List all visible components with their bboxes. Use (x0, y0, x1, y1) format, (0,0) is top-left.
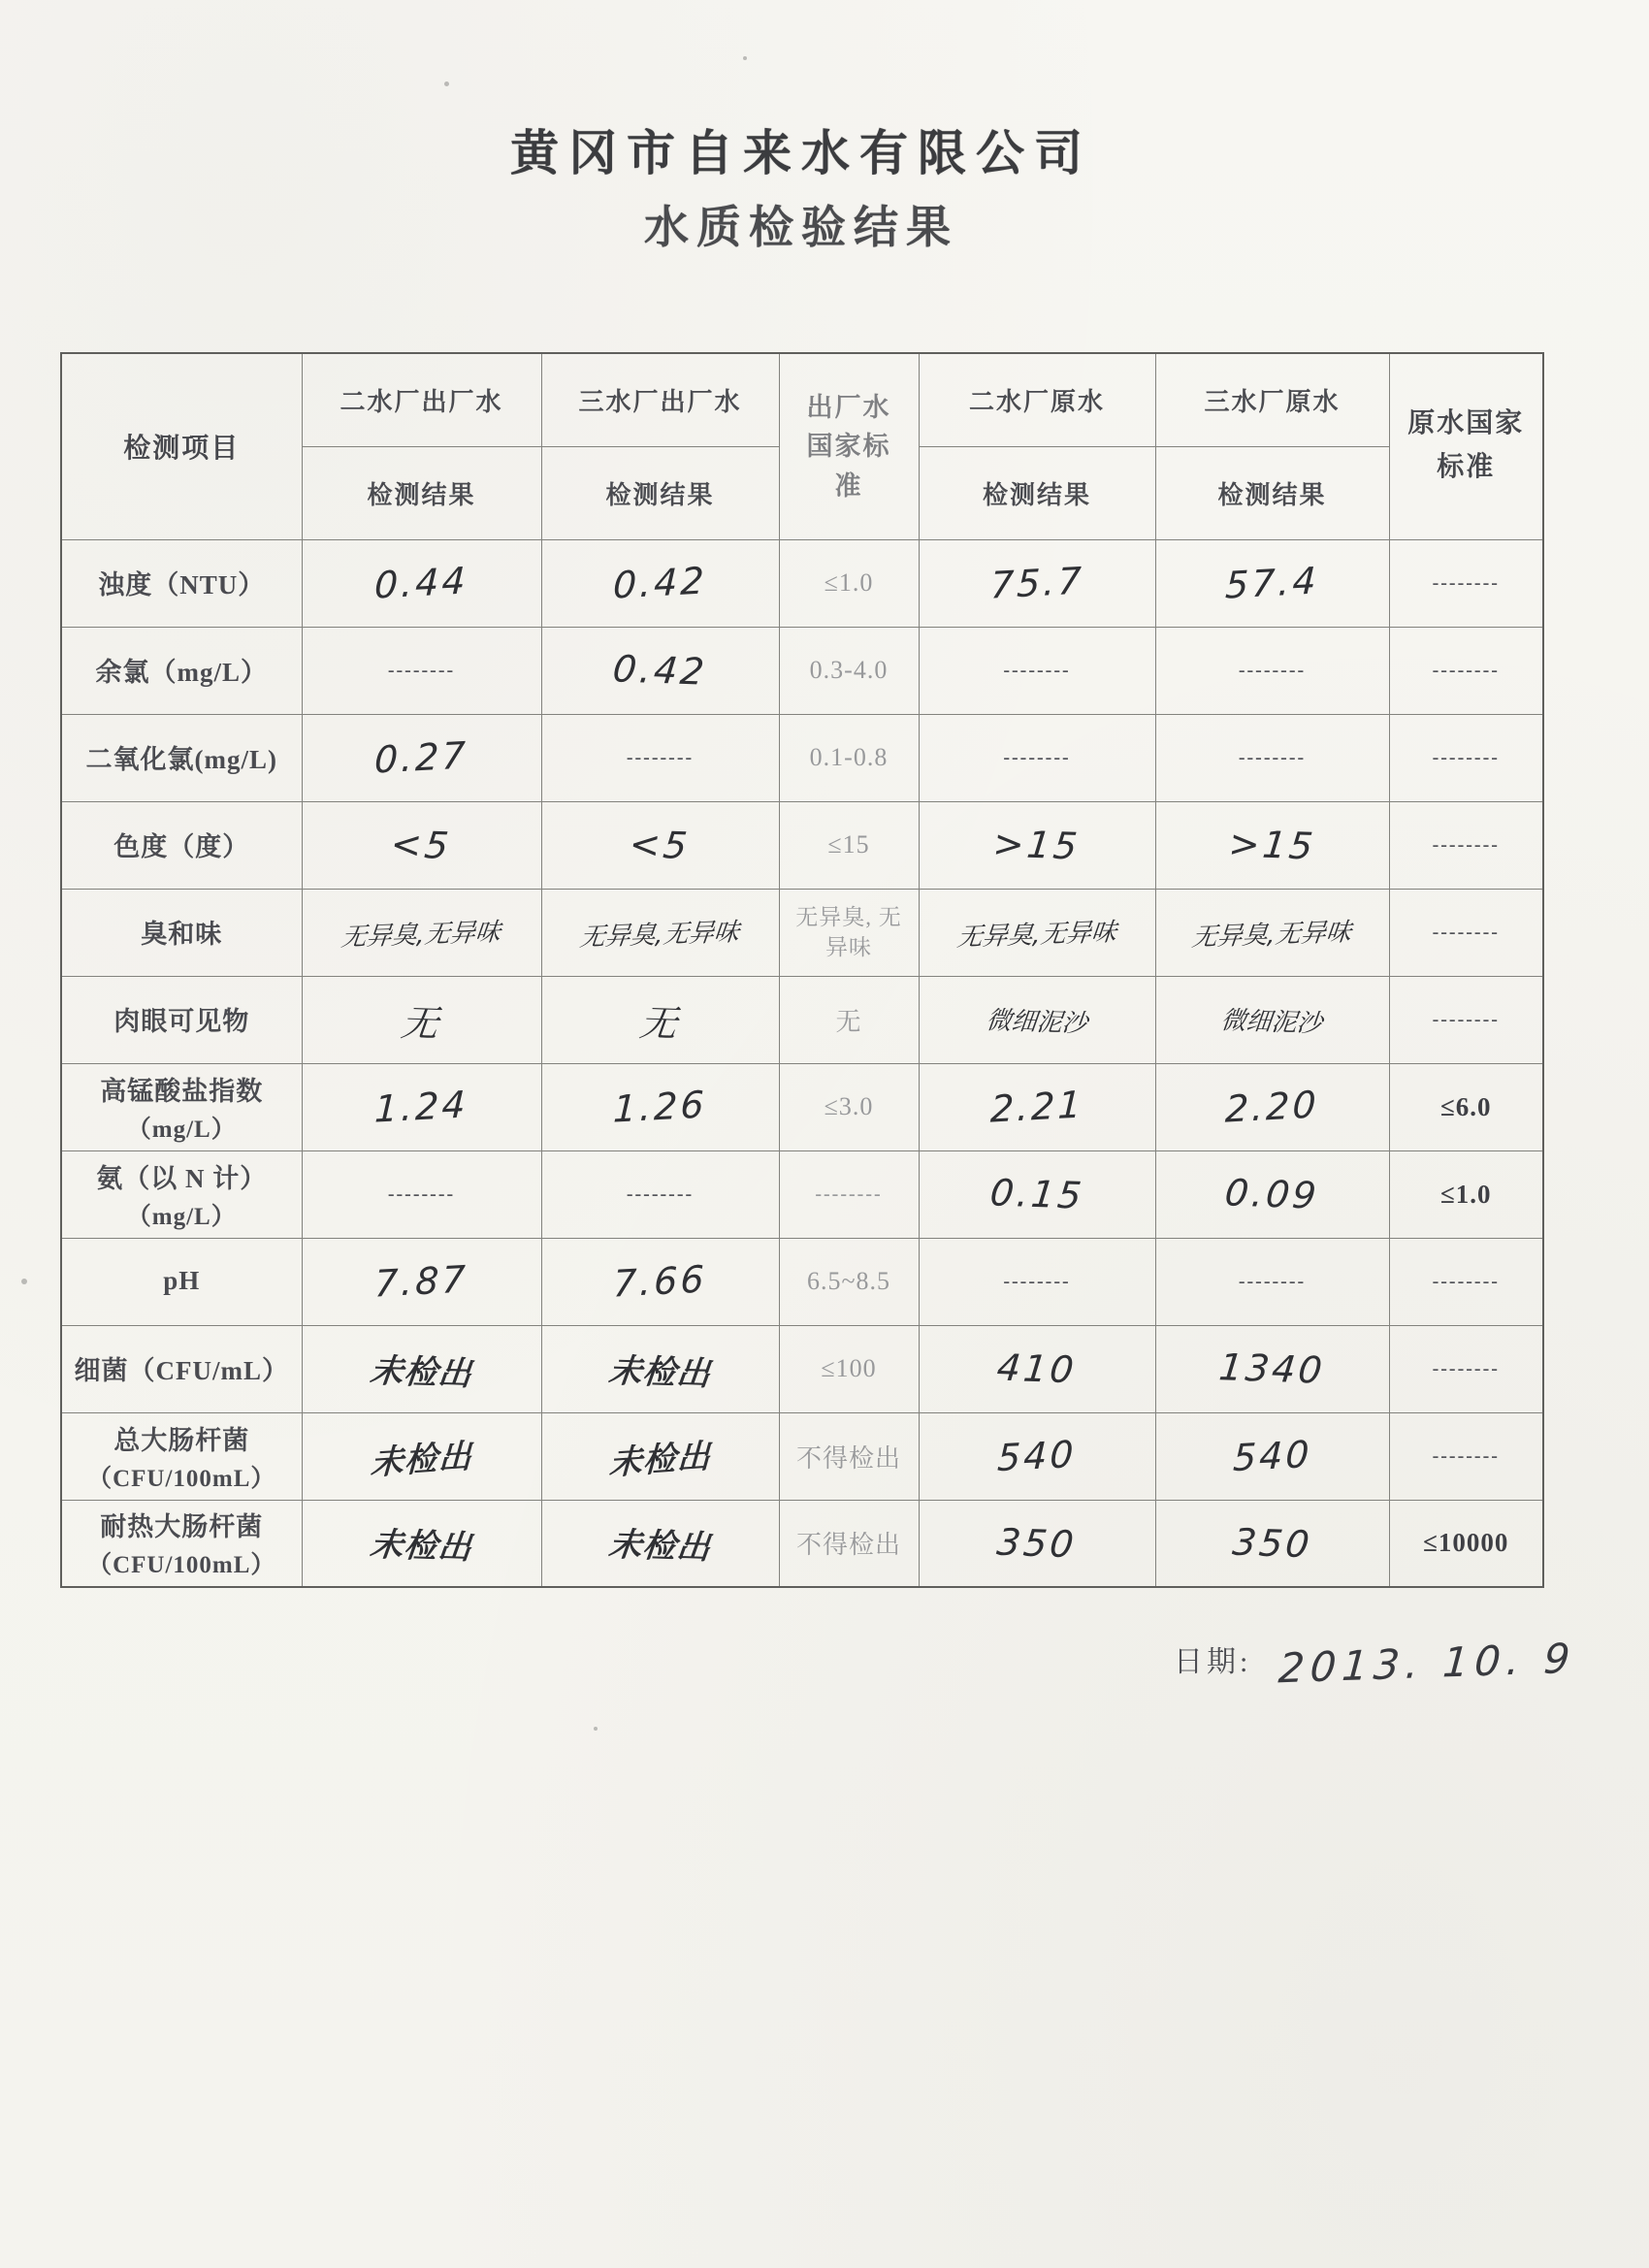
cell-raw-standard: -------- (1389, 801, 1543, 889)
table-row-odor-taste (61, 889, 1543, 976)
cell-plant3-out: -------- (541, 714, 779, 801)
cell-plant2-out: 无异臭,无异味 (302, 889, 541, 976)
cell-plant3-raw: 540 (1155, 1412, 1389, 1500)
cell-plant3-out: 无 (541, 976, 779, 1063)
date-value-handwritten: 2013. 10. 9 (1277, 1634, 1578, 1693)
cell-out-standard: ≤15 (779, 801, 919, 889)
cell-plant2-out: 7.87 (302, 1238, 541, 1325)
table-row-visible-matter (61, 976, 1543, 1063)
col-header-item: 检测项目 (61, 353, 302, 539)
cell-raw-standard: ≤1.0 (1389, 1150, 1543, 1238)
cell-plant3-raw: -------- (1155, 714, 1389, 801)
row-label: 肉眼可见物 (61, 976, 302, 1063)
cell-out-standard: 不得检出 (779, 1500, 919, 1587)
row-label: 色度（度） (61, 801, 302, 889)
cell-raw-standard: -------- (1389, 1325, 1543, 1412)
cell-raw-standard: -------- (1389, 539, 1543, 627)
cell-plant2-out: 无 (302, 976, 541, 1063)
cell-plant2-raw: 微细泥沙 (919, 976, 1155, 1063)
cell-plant2-out: 1.24 (302, 1063, 541, 1150)
subheader-result-plant3-out: 检测结果 (541, 446, 779, 539)
water-quality-table (60, 352, 1544, 1588)
cell-plant2-raw: -------- (919, 1238, 1155, 1325)
date-label: 日期: (1174, 1646, 1252, 1678)
cell-raw-standard: -------- (1389, 1412, 1543, 1500)
cell-plant2-out: 0.27 (302, 714, 541, 801)
cell-plant3-out: <5 (541, 801, 779, 889)
table-row-ammonia (61, 1150, 1543, 1238)
cell-plant3-out: 未检出 (541, 1500, 779, 1587)
col-header-plant3-raw: 三水厂原水 (1155, 353, 1389, 446)
cell-plant3-raw: 350 (1155, 1500, 1389, 1587)
scan-speck (444, 81, 449, 86)
table-row-chlorine-dioxide (61, 714, 1543, 801)
cell-plant2-out: 未检出 (302, 1500, 541, 1587)
cell-plant3-out: 7.66 (541, 1238, 779, 1325)
page-title: 水质检验结果 (644, 202, 958, 252)
cell-plant2-out: 未检出 (302, 1412, 541, 1500)
row-label: 浊度（NTU） (61, 539, 302, 627)
cell-plant3-out: 0.42 (541, 627, 779, 714)
row-label: 耐热大肠杆菌 （CFU/100mL） (61, 1500, 302, 1587)
col-header-out-standard: 出厂水国家标准 (779, 353, 919, 539)
table-row-bacteria (61, 1325, 1543, 1412)
subheader-result-plant3-raw: 检测结果 (1155, 446, 1389, 539)
table-row-ph (61, 1238, 1543, 1325)
cell-plant3-out: -------- (541, 1150, 779, 1238)
col-header-raw-standard: 原水国家标准 (1389, 353, 1543, 539)
cell-plant2-raw: 350 (919, 1500, 1155, 1587)
cell-plant2-raw: 75.7 (919, 539, 1155, 627)
cell-out-standard: ≤3.0 (779, 1063, 919, 1150)
cell-out-standard: -------- (779, 1150, 919, 1238)
cell-plant2-raw: 540 (919, 1412, 1155, 1500)
cell-plant3-raw: 2.20 (1155, 1063, 1389, 1150)
table-row-residual-chlorine (61, 627, 1543, 714)
document-header (60, 114, 1542, 256)
cell-plant2-raw: 2.21 (919, 1063, 1155, 1150)
cell-plant3-raw: 无异臭,无异味 (1155, 889, 1389, 976)
cell-plant3-out: 无异臭,无异味 (541, 889, 779, 976)
cell-plant2-out: 未检出 (302, 1325, 541, 1412)
row-label: 臭和味 (61, 889, 302, 976)
col-header-plant2-raw: 二水厂原水 (919, 353, 1155, 446)
table-row-thermotolerant-coliform (61, 1500, 1543, 1587)
table-row-turbidity (61, 539, 1543, 627)
scan-speck (743, 56, 747, 60)
scan-speck (594, 1727, 598, 1731)
cell-out-standard: 0.1-0.8 (779, 714, 919, 801)
cell-plant3-raw: 微细泥沙 (1155, 976, 1389, 1063)
row-label: 余氯（mg/L） (61, 627, 302, 714)
cell-plant2-raw: 410 (919, 1325, 1155, 1412)
cell-out-standard: 无 (779, 976, 919, 1063)
table-row-color (61, 801, 1543, 889)
cell-plant2-out: -------- (302, 627, 541, 714)
cell-raw-standard: -------- (1389, 1238, 1543, 1325)
cell-raw-standard: ≤6.0 (1389, 1063, 1543, 1150)
table-header (61, 353, 1543, 539)
header-row-top (61, 353, 1543, 446)
table-row-total-coliform (61, 1412, 1543, 1500)
cell-raw-standard: -------- (1389, 976, 1543, 1063)
cell-raw-standard: ≤10000 (1389, 1500, 1543, 1587)
cell-plant2-raw: -------- (919, 714, 1155, 801)
cell-out-standard: ≤100 (779, 1325, 919, 1412)
row-label: 细菌（CFU/mL） (61, 1325, 302, 1412)
col-header-plant2-out: 二水厂出厂水 (302, 353, 541, 446)
cell-plant3-raw: -------- (1155, 627, 1389, 714)
subheader-result-plant2-raw: 检测结果 (919, 446, 1155, 539)
table-row-permanganate-index (61, 1063, 1543, 1150)
company-name: 黄冈市自来水有限公司 (510, 126, 1092, 180)
scan-speck (21, 1279, 27, 1284)
cell-plant3-raw: 0.09 (1155, 1150, 1389, 1238)
row-label: pH (61, 1238, 302, 1325)
cell-raw-standard: -------- (1389, 627, 1543, 714)
cell-out-standard: 无异臭, 无异味 (779, 889, 919, 976)
cell-plant2-raw: -------- (919, 627, 1155, 714)
cell-plant2-out: -------- (302, 1150, 541, 1238)
cell-out-standard: ≤1.0 (779, 539, 919, 627)
col-header-plant3-out: 三水厂出厂水 (541, 353, 779, 446)
cell-plant3-out: 未检出 (541, 1412, 779, 1500)
row-label: 二氧化氯(mg/L) (61, 714, 302, 801)
cell-plant3-raw: 1340 (1155, 1325, 1389, 1412)
cell-out-standard: 0.3-4.0 (779, 627, 919, 714)
row-label: 氨（以 N 计） （mg/L） (61, 1150, 302, 1238)
cell-raw-standard: -------- (1389, 714, 1543, 801)
cell-raw-standard: -------- (1389, 889, 1543, 976)
cell-plant2-out: 0.44 (302, 539, 541, 627)
cell-out-standard: 不得检出 (779, 1412, 919, 1500)
cell-out-standard: 6.5~8.5 (779, 1238, 919, 1325)
date-line (1174, 1634, 1578, 1693)
row-label: 高锰酸盐指数 （mg/L） (61, 1063, 302, 1150)
cell-plant2-raw: 0.15 (919, 1150, 1155, 1238)
subheader-result-plant2-out: 检测结果 (302, 446, 541, 539)
row-label: 总大肠杆菌 （CFU/100mL） (61, 1412, 302, 1500)
cell-plant3-out: 0.42 (541, 539, 779, 627)
cell-plant3-raw: >15 (1155, 801, 1389, 889)
cell-plant2-out: <5 (302, 801, 541, 889)
cell-plant3-out: 1.26 (541, 1063, 779, 1150)
cell-plant2-raw: >15 (919, 801, 1155, 889)
cell-plant3-out: 未检出 (541, 1325, 779, 1412)
cell-plant2-raw: 无异臭,无异味 (919, 889, 1155, 976)
cell-plant3-raw: -------- (1155, 1238, 1389, 1325)
cell-plant3-raw: 57.4 (1155, 539, 1389, 627)
